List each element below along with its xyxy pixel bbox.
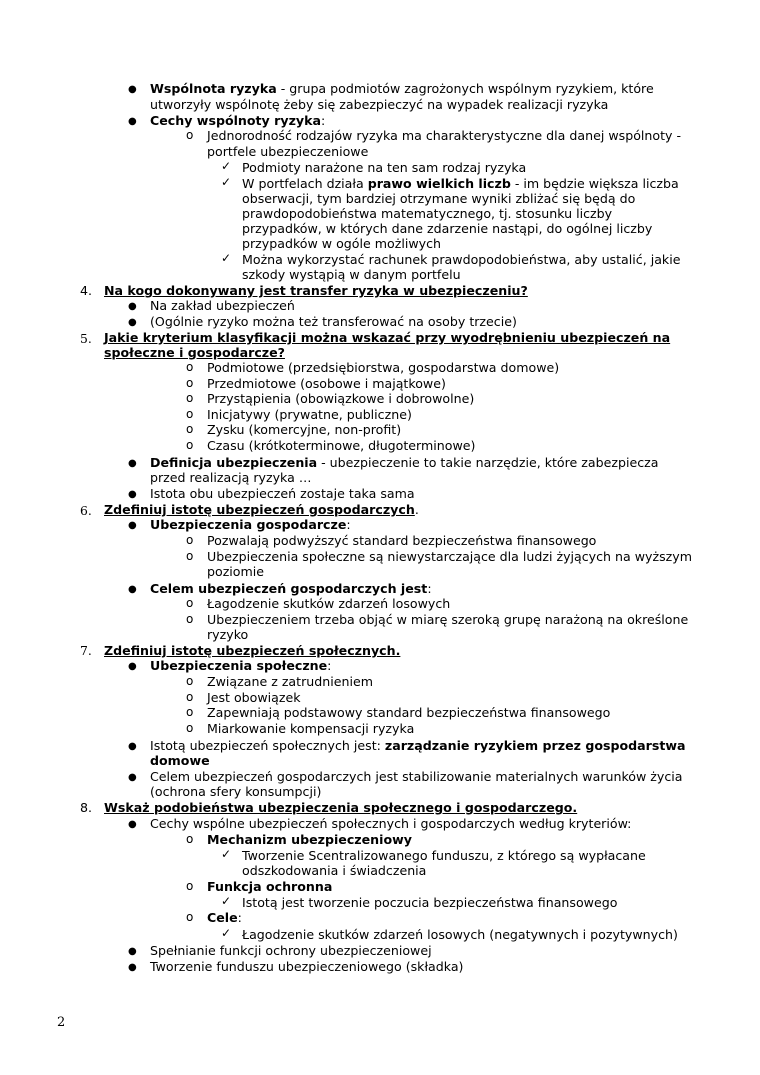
- q6-sub-4-line-2: ryzyko: [207, 627, 249, 642]
- bullet-icon: ●: [128, 301, 137, 312]
- q4-item-2: (Ogólnie ryzyko można też transferować na osoby trzecie): [150, 314, 517, 329]
- check-icon: ✓: [221, 894, 232, 908]
- q8-intro: Cechy wspólne ubezpieczeń społecznych i gospodarczych według kryteriów:: [150, 816, 632, 831]
- bullet-icon: ●: [128, 489, 137, 500]
- istota-bold-2: domowe: [150, 753, 210, 768]
- colon: :: [237, 910, 242, 925]
- heading-term: Ubezpieczenia społeczne: [150, 658, 328, 673]
- q6-sub-4-line-1: Ubezpieczeniem trzeba objąć w miarę szeroką grupę narażoną na określone: [207, 612, 689, 627]
- question-5-title-line-1: Jakie kryterium klasyfikacji można wskazać przy wyodrębnieniu ubezpieczeń na: [104, 330, 671, 345]
- q7-heading: [150, 658, 331, 674]
- cechy-sub-line-2: portfele ubezpieczeniowe: [207, 144, 369, 159]
- q8-bullet-1: Spełnianie funkcji ochrony ubezpieczeniowej: [150, 943, 432, 958]
- question-6-title: [104, 502, 419, 518]
- q7-cel-line-1: Celem ubezpieczeń gospodarczych jest stabilizowanie materialnych warunków życia: [150, 769, 683, 784]
- q7-sub-1: Związane z zatrudnieniem: [207, 674, 373, 689]
- bullet-icon: ●: [128, 520, 137, 531]
- circle-bullet-icon: o: [186, 612, 194, 626]
- cechy-check-1: Podmioty narażone na ten sam rodzaj ryzyka: [242, 160, 527, 175]
- bullet-icon: ●: [128, 458, 137, 469]
- question-number: 7.: [80, 643, 92, 658]
- question-7-title: Zdefiniuj istotę ubezpieczeń społecznych.: [104, 643, 401, 658]
- colon: :: [327, 658, 332, 673]
- circle-bullet-icon: o: [186, 879, 194, 893]
- check-icon: ✓: [221, 251, 232, 265]
- q4-item-1: Na zakład ubezpieczeń: [150, 298, 295, 313]
- bullet-icon: ●: [128, 584, 137, 595]
- question-number: 4.: [80, 283, 93, 298]
- bullet-icon: ●: [128, 962, 137, 973]
- question-number: 6.: [80, 503, 92, 518]
- circle-bullet-icon: o: [186, 407, 194, 421]
- colon: :: [346, 517, 351, 532]
- q8-cele: [207, 910, 242, 926]
- q8-mechanizm-line-1: Tworzenie Scentralizowanego funduszu, z którego są wypłacane: [242, 848, 646, 863]
- cechy-check-2-line-5: przypadków w ogóle możliwych: [242, 236, 441, 251]
- wspolnota-line-2: utworzyły wspólnotę żeby się zabezpieczyć na wypadek realizacji ryzyka: [150, 97, 609, 112]
- period: .: [414, 502, 419, 517]
- cechy-heading: [150, 113, 325, 129]
- check-icon: ✓: [221, 926, 232, 940]
- q6-sub-1: Pozwalają podwyższyć standard bezpieczeństwa finansowego: [207, 533, 597, 548]
- wspolnota-line-1: [150, 81, 654, 97]
- circle-bullet-icon: o: [186, 549, 194, 563]
- circle-bullet-icon: o: [186, 128, 194, 142]
- circle-bullet-icon: o: [186, 360, 194, 374]
- mechanizm-term: Mechanizm ubezpieczeniowy: [207, 832, 412, 847]
- q8-cele-line-1: Łagodzenie skutków zdarzeń losowych (negatywnych i pozytywnych): [242, 927, 678, 942]
- circle-bullet-icon: o: [186, 596, 194, 610]
- circle-bullet-icon: o: [186, 674, 194, 688]
- istota-bold: zarządzanie ryzykiem przez gospodarstwa: [384, 738, 686, 753]
- circle-bullet-icon: o: [186, 690, 194, 704]
- q5-criterion-3: Przystąpienia (obowiązkowe i dobrowolne): [207, 391, 475, 406]
- bullet-icon: ●: [128, 819, 137, 830]
- circle-bullet-icon: o: [186, 422, 194, 436]
- bullet-icon: ●: [128, 772, 137, 783]
- cechy-check-2-line-3: prawdopodobieństwa matematycznego, tj. stosunku liczby: [242, 206, 613, 221]
- circle-bullet-icon: o: [186, 391, 194, 405]
- cele-term: Cele: [207, 910, 238, 925]
- circle-bullet-icon: o: [186, 705, 194, 719]
- q8-mechanizm: [207, 832, 412, 848]
- bullet-icon: ●: [128, 116, 137, 127]
- funkcja-term: Funkcja ochronna: [207, 879, 333, 894]
- question-5-title-line-2: społeczne i gospodarcze?: [104, 345, 285, 360]
- check-icon: ✓: [221, 175, 232, 189]
- circle-bullet-icon: o: [186, 832, 194, 846]
- bullet-icon: ●: [128, 84, 137, 95]
- bullet-icon: ●: [128, 661, 137, 672]
- check2-post: - im będzie większa liczba: [510, 176, 679, 191]
- q6-sub-3: Łagodzenie skutków zdarzeń losowych: [207, 596, 451, 611]
- heading-term: Celem ubezpieczeń gospodarczych jest: [150, 581, 428, 596]
- cechy-check-3-line-2: szkody wystąpią w danym portfelu: [242, 267, 461, 282]
- q8-bullet-2: Tworzenie funduszu ubezpieczeniowego (składka): [150, 959, 464, 974]
- question-8-title: Wskaż podobieństwa ubezpieczenia społecznego i gospodarczego.: [104, 800, 578, 815]
- q5-definition-line-1: [150, 455, 658, 471]
- q6-heading-2: [150, 581, 432, 597]
- circle-bullet-icon: o: [186, 721, 194, 735]
- circle-bullet-icon: o: [186, 533, 194, 547]
- cechy-check-2-line-1: [242, 176, 679, 192]
- q5-criterion-2: Przedmiotowe (osobowe i majątkowe): [207, 376, 446, 391]
- q7-istota-line-2: [150, 753, 210, 769]
- question-number: 5.: [80, 331, 92, 346]
- definition-text: - ubezpieczenie to takie narzędzie, które zabezpiecza: [317, 455, 659, 470]
- q6-sub-2-line-1: Ubezpieczenia społeczne są niewystarczające dla ludzi żyjących na wyższym: [207, 549, 693, 564]
- q5-criterion-5: Zysku (komercyjne, non-profit): [207, 422, 402, 437]
- q7-sub-2: Jest obowiązek: [207, 690, 301, 705]
- cechy-sub-line-1: Jednorodność rodzajów ryzyka ma charakterystyczne dla danej wspólnoty -: [207, 128, 682, 143]
- wspolnota-term: Wspólnota ryzyka: [150, 81, 277, 96]
- q7-cel-line-2: (ochrona sfery konsumpcji): [150, 784, 322, 799]
- heading-term: Ubezpieczenia gospodarcze: [150, 517, 347, 532]
- q5-definition-line-2: przed realizacją ryzyka …: [150, 470, 312, 485]
- definition-term: Definicja ubezpieczenia: [150, 455, 318, 470]
- q6-sub-2-line-2: poziomie: [207, 564, 265, 579]
- circle-bullet-icon: o: [186, 438, 194, 452]
- q7-sub-3: Zapewniają podstawowy standard bezpieczeństwa finansowego: [207, 705, 611, 720]
- check2-pre: W portfelach działa: [242, 176, 368, 191]
- question-4-title: Na kogo dokonywany jest transfer ryzyka w ubezpieczeniu?: [104, 283, 528, 298]
- check-icon: ✓: [221, 847, 232, 861]
- question-6-title-text: Zdefiniuj istotę ubezpieczeń gospodarczych: [104, 502, 415, 517]
- question-number: 8.: [80, 800, 93, 815]
- q5-criterion-4: Inicjatywy (prywatne, publiczne): [207, 407, 412, 422]
- q8-mechanizm-line-2: odszkodowania i świadczenia: [242, 863, 427, 878]
- bullet-icon: ●: [128, 741, 137, 752]
- q8-funkcja: [207, 879, 332, 895]
- istota-pre: Istotą ubezpieczeń społecznych jest:: [150, 738, 385, 753]
- cechy-check-2-line-2: obserwacji, tym bardziej otrzymane wyniki zbliżać się będą do: [242, 191, 636, 206]
- circle-bullet-icon: o: [186, 376, 194, 390]
- wspolnota-def-1: - grupa podmiotów zagrożonych wspólnym ryzykiem, które: [276, 81, 654, 96]
- q8-funkcja-line-1: Istotą jest tworzenie poczucia bezpieczeństwa finansowego: [242, 895, 618, 910]
- cechy-check-2-line-4: przypadków, w których dane zdarzenie nastąpi, do ogólnej liczby: [242, 221, 653, 236]
- q7-sub-4: Miarkowanie kompensacji ryzyka: [207, 721, 415, 736]
- q6-heading-1: [150, 517, 351, 533]
- colon: :: [427, 581, 432, 596]
- circle-bullet-icon: o: [186, 910, 194, 924]
- q5-criterion-1: Podmiotowe (przedsiębiorstwa, gospodarstwa domowe): [207, 360, 560, 375]
- q5-criterion-6: Czasu (krótkoterminowe, długoterminowe): [207, 438, 476, 453]
- cechy-check-3-line-1: Można wykorzystać rachunek prawdopodobieństwa, aby ustalić, jakie: [242, 252, 681, 267]
- bullet-icon: ●: [128, 317, 137, 328]
- check2-bold: prawo wielkich liczb: [367, 176, 511, 191]
- check-icon: ✓: [221, 159, 232, 173]
- colon: :: [321, 113, 326, 128]
- bullet-icon: ●: [128, 946, 137, 957]
- q5-istota: Istota obu ubezpieczeń zostaje taka sama: [150, 486, 415, 501]
- q7-istota-line-1: [150, 738, 686, 754]
- cechy-term: Cechy wspólnoty ryzyka: [150, 113, 321, 128]
- page-number: 2: [57, 1015, 66, 1030]
